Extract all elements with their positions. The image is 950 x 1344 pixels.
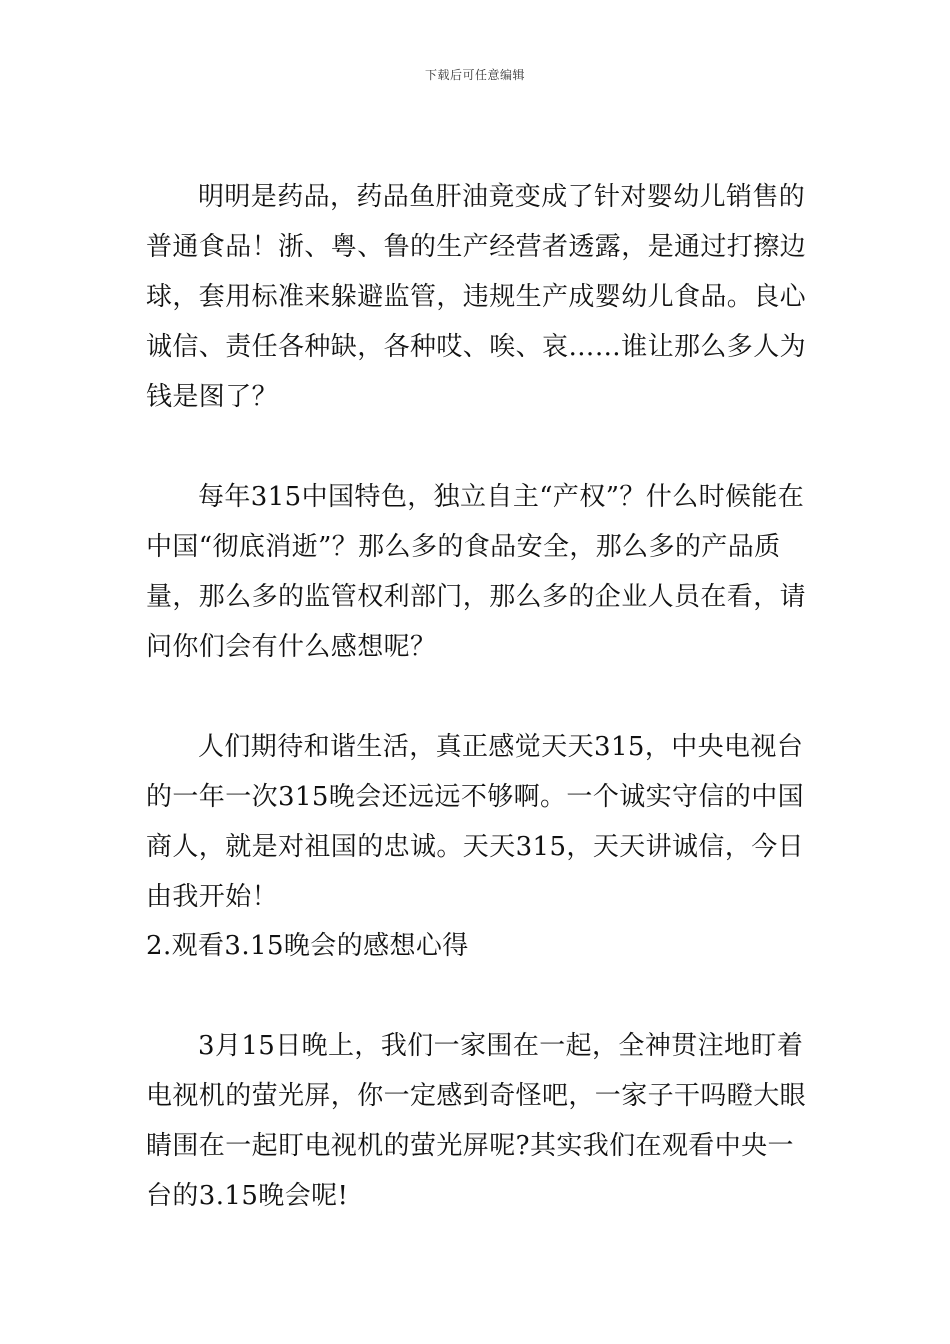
paragraph-315-property: 每年315中国特色，独立自主“产权”？什么时候能在中国“彻底消逝”？那么多的食品安全，那么多的产品质量，那么多的监管权利部门，那么多的企业人员在看，请问你们会有什么感想呢？ (146, 482, 807, 662)
paragraph-family-watching: 3月15日晚上，我们一家围在一起，全神贯注地盯着电视机的萤光屏，你一定感到奇怪吧，一家子干吗瞪大眼睛围在一起盯电视机的萤光屏呢?其实我们在观看中央一台的3.15晚会呢! (146, 1031, 807, 1211)
section-heading: 2.观看3.15晚会的感想心得 (146, 931, 469, 961)
header-note: 下载后可任意编辑 (424, 68, 525, 82)
paragraph-fish-oil: 明明是药品，药品鱼肝油竟变成了针对婴幼儿销售的普通食品！浙、粤、鲁的生产经营者透露，是通过打擦边球，套用标准来躲避监管，违规生产成婴幼儿食品。良心诚信、责任各种缺，各种哎、唉、哀……谁让那么多人为钱是图了？ (146, 182, 807, 412)
paragraph-harmonious-life: 人们期待和谐生活，真正感觉天天315，中央电视台的一年一次315晚会还远远不够啊。一个诚实守信的中国商人，就是对祖国的忠诚。天天315，天天讲诚信，今日由我开始！ (146, 732, 805, 912)
